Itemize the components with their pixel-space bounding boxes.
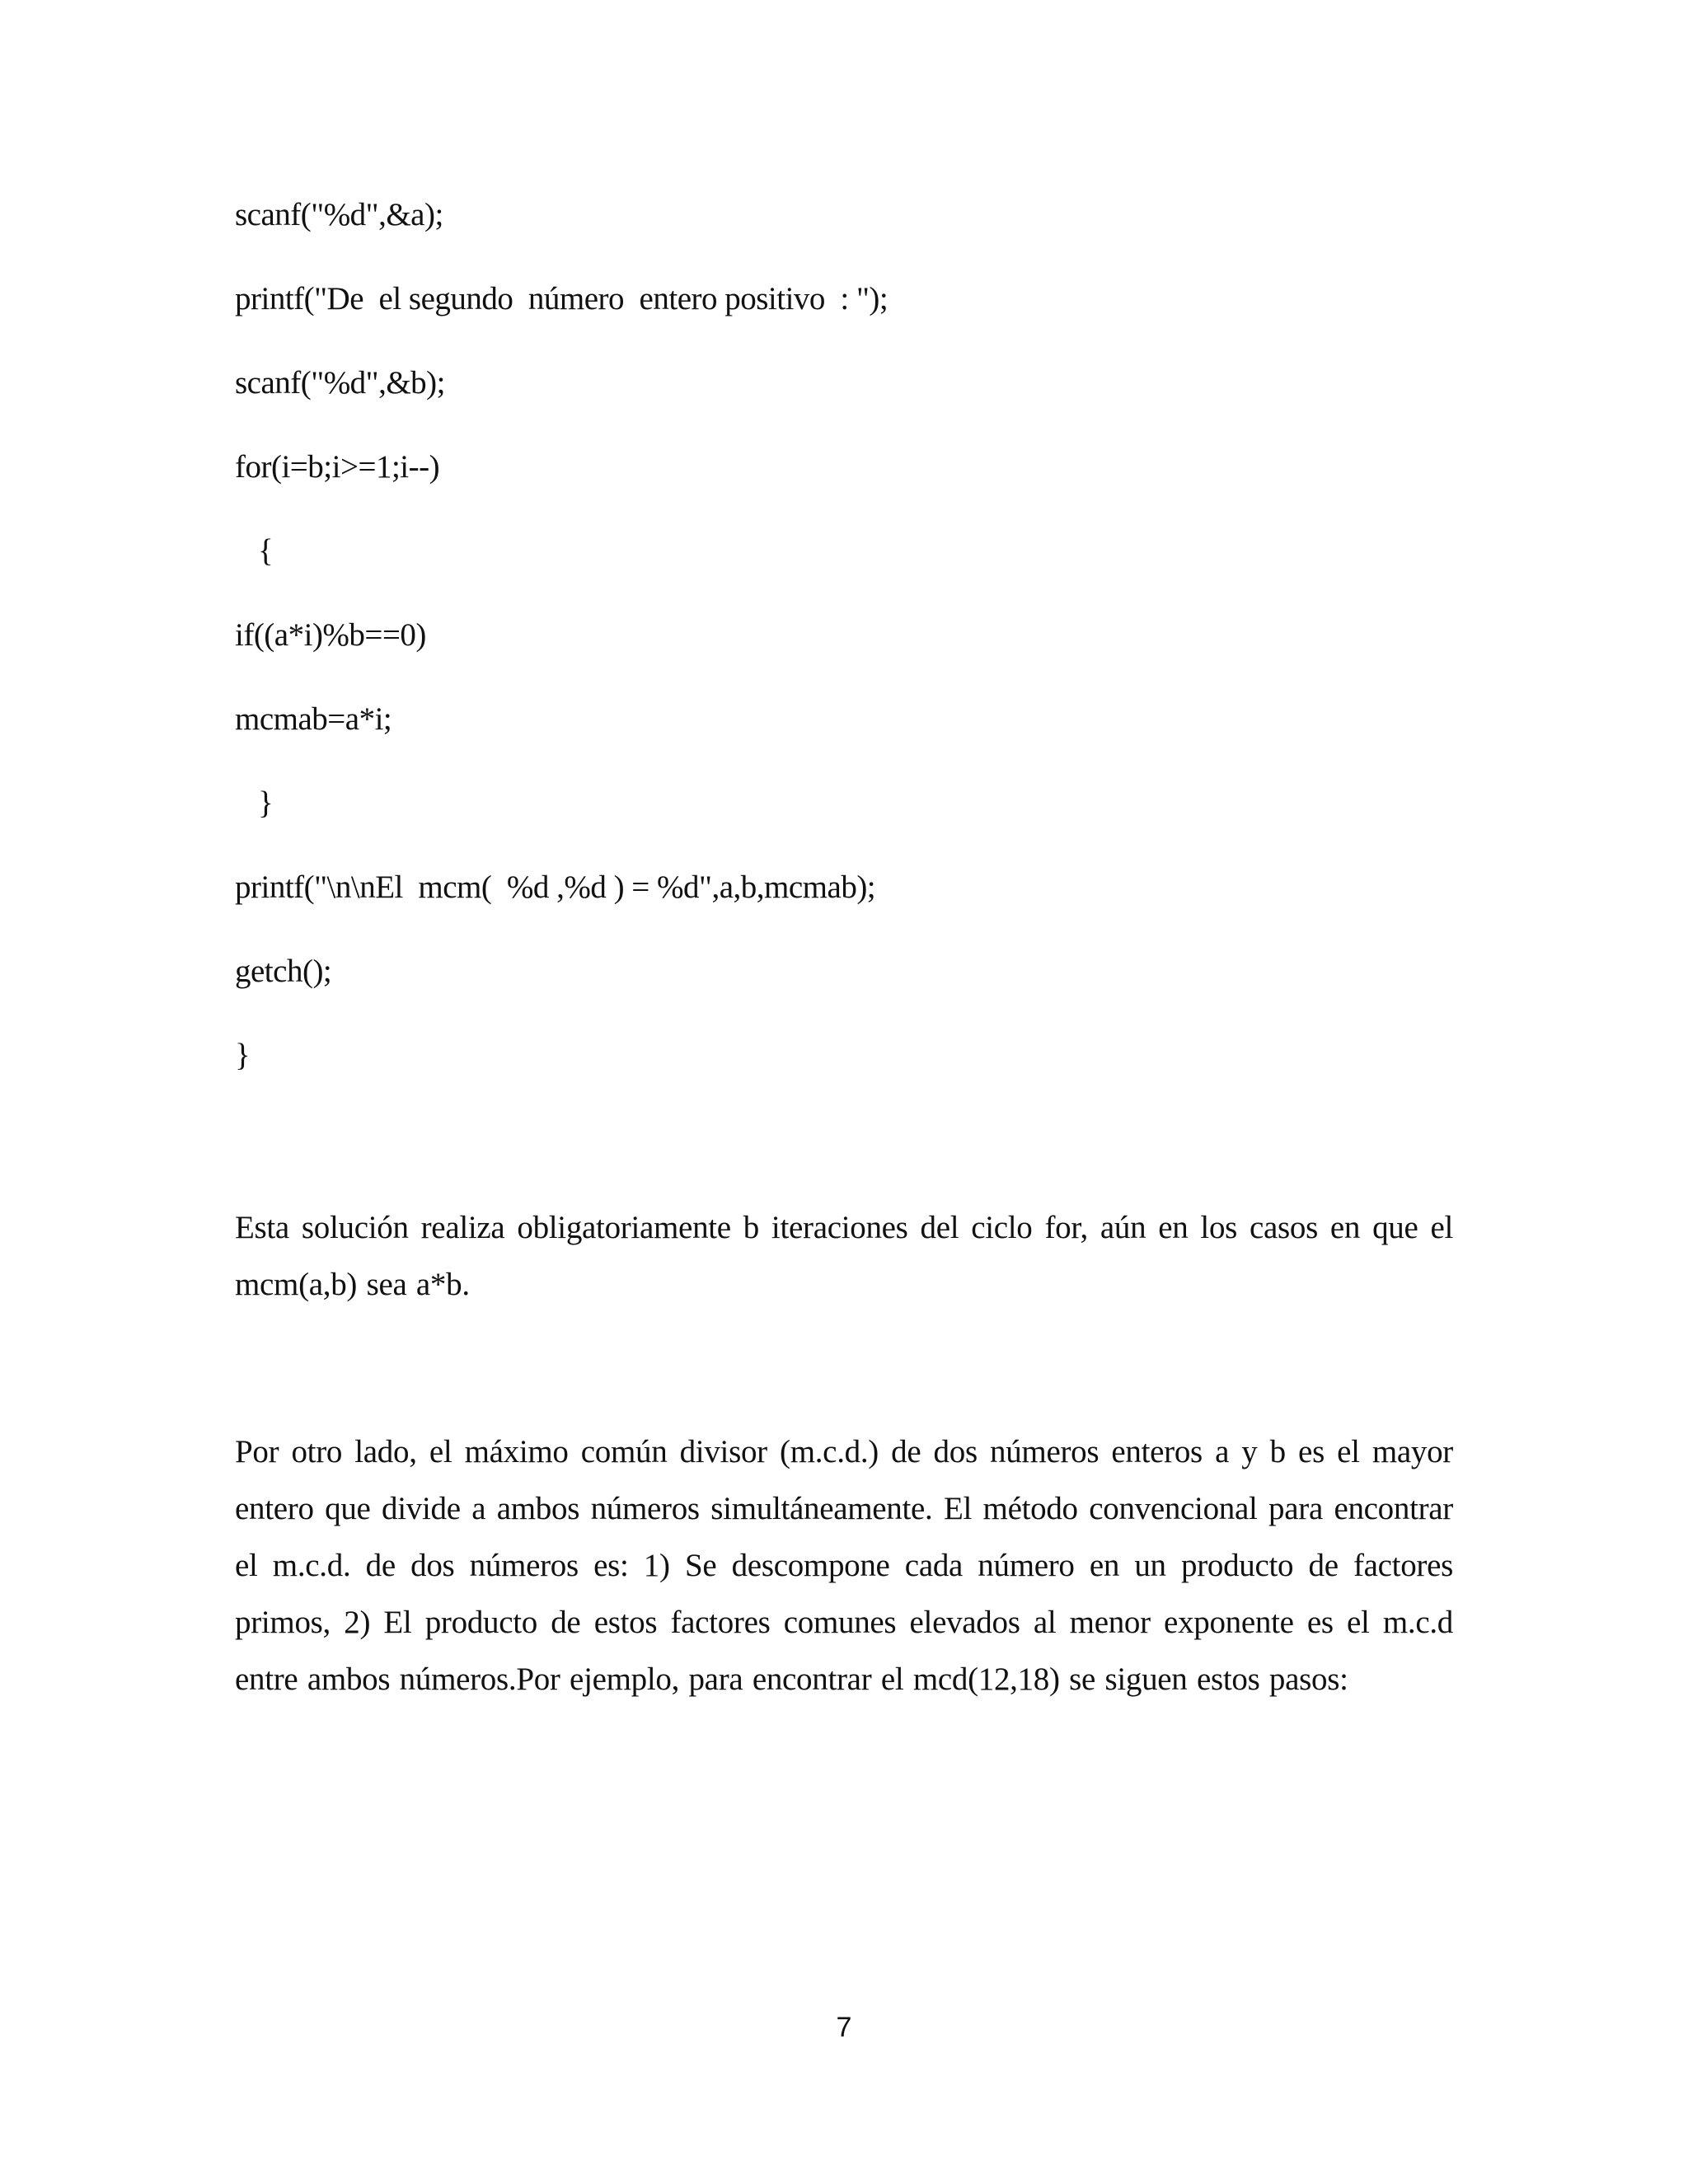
code-line: } (258, 785, 274, 821)
code-line: for(i=b;i>=1;i--) (235, 449, 440, 485)
page-number: 7 (836, 2012, 852, 2043)
paragraph: Por otro lado, el máximo común divisor (m.c.d.) de dos números enteros a y b es el mayor entero que divide a ambos números simultáneamente. El método convencional para encontrar el m.c.d. de dos números es: 1) Se descompone cada número en un producto de factores primos, 2) El producto de estos factores comunes elevados al menor exponente es el m.c.d entre ambos números.Por ejemplo, para encontrar el mcd(12,18) se siguen estos pasos: (235, 1434, 1453, 1697)
code-line: scanf("%d",&b); (235, 365, 446, 401)
code-line: scanf("%d",&a); (235, 197, 443, 232)
paragraph: Esta solución realiza obligatoriamente b iteraciones del ciclo for, aún en los casos en que el mcm(a,b) sea a*b. (235, 1210, 1453, 1302)
code-line: } (235, 1038, 251, 1073)
code-line: mcmab=a*i; (235, 701, 392, 737)
code-line: getch(); (235, 954, 332, 989)
code-line: printf("\n\nEl mcm( %d ,%d ) = %d",a,b,mcmab); (235, 869, 876, 905)
code-line: printf("De el segundo número entero positivo : "); (235, 281, 889, 316)
code-line: { (258, 533, 274, 569)
code-line: if((a*i)%b==0) (235, 617, 426, 653)
